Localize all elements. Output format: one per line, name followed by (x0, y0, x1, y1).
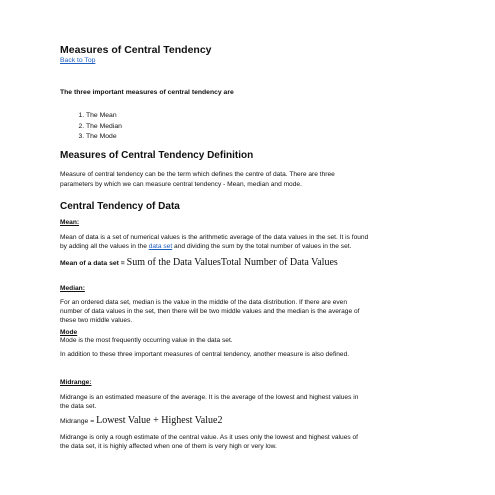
section-heading: Central Tendency of Data (60, 201, 180, 212)
mean-formula-label: Mean of a data set = (60, 260, 127, 267)
midrange-note: the data set, it is highly affected when one of them is very high or very low. (60, 443, 277, 450)
median-line: For an ordered data set, median is the value in the middle of the data distribution. If there are even (60, 299, 347, 306)
list-item: 3. The Mode (86, 132, 443, 143)
measures-list (60, 111, 443, 143)
page-title: Measures of Central Tendency (60, 44, 212, 56)
definition-heading: Measures of Central Tendency Definition (60, 150, 254, 161)
back-to-top-link[interactable]: Back to Top (60, 57, 96, 64)
midrange-note: Midrange is only a rough estimate of the central value. As it uses only the lowest and highest values of (60, 434, 358, 441)
intro-text: The three important measures of central tendency are (60, 89, 234, 96)
midrange-line: Midrange is an estimated measure of the average. It is the average of the lowest and highest values in (60, 394, 359, 401)
list-item: 1. The Mean (86, 111, 443, 122)
median-line: number of data values in the set, then there will be two middle values and the median is the average of (60, 308, 360, 315)
midrange-formula (60, 415, 443, 426)
mode-heading: Mode (60, 329, 78, 336)
mean-formula-expression: Sum of the Data ValuesTotal Number of Data Values (126, 257, 338, 268)
definition-line: Measure of central tendency can be the term which defines the centre of data. There are three (60, 171, 335, 178)
mode-line: Mode is the most frequently occurring value in the data set. (60, 337, 233, 344)
mean-line: Mean of data is a set of numerical values is the arithmetic average of the data values in the set. It is found (60, 234, 369, 241)
list-item: 2. The Median (86, 122, 443, 133)
median-heading: Median: (60, 285, 85, 292)
data-set-link[interactable]: data set (148, 243, 173, 250)
mean-line-text: by adding all the values in the (60, 243, 149, 250)
midrange-heading: Midrange: (60, 379, 92, 386)
mean-line-text: and dividing the sum by the total number of values in the set. (172, 243, 352, 250)
midrange-line: the data set. (60, 403, 97, 410)
mean-line (60, 242, 443, 251)
median-line: these two middle values. (60, 317, 133, 324)
midrange-formula-label: Midrange = (60, 418, 97, 425)
mean-heading: Mean: (60, 219, 80, 226)
definition-line: parameters by which we can measure central tendency - Mean, median and mode. (60, 181, 302, 188)
additional-text: In addition to these three important measures of central tendency, another measure is also defined. (60, 351, 350, 358)
midrange-formula-expression: Lowest Value + Highest Value2 (96, 415, 223, 426)
mean-formula (60, 257, 443, 268)
